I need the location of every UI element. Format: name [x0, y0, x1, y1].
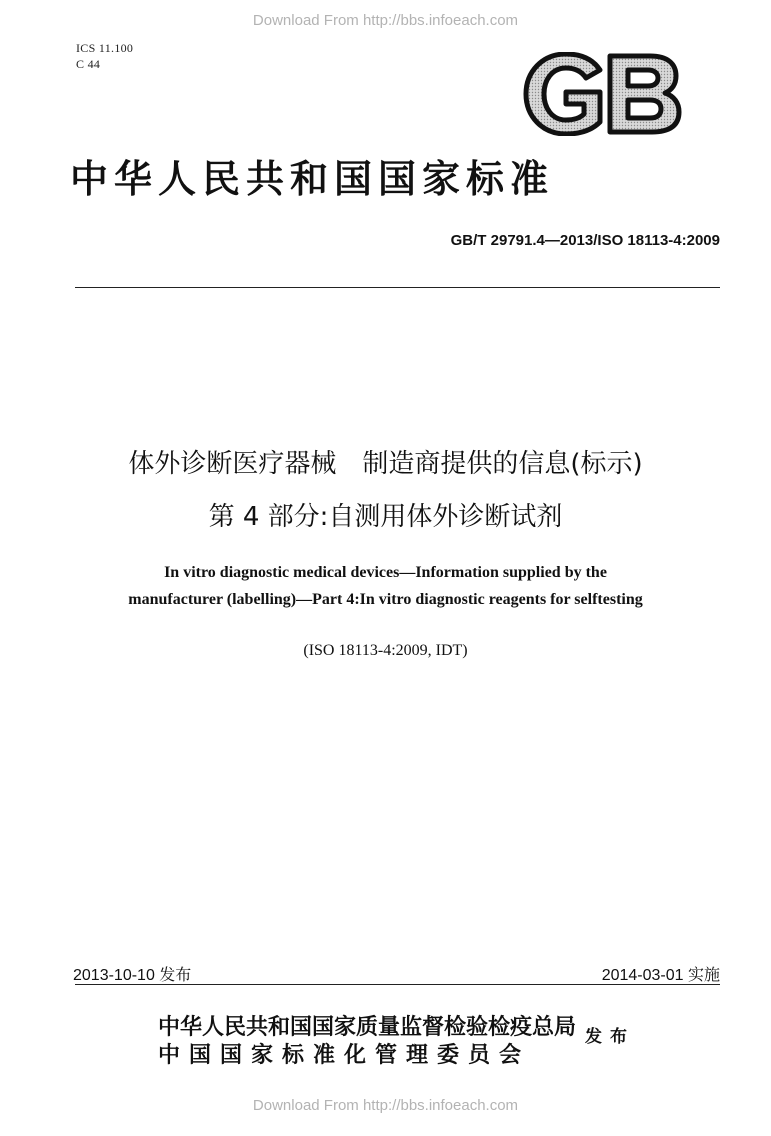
- english-title-line-1: In vitro diagnostic medical devices—Information supplied by the: [164, 564, 607, 581]
- bottom-divider: [75, 984, 720, 985]
- chinese-title-line-2: 第 4 部分:自测用体外诊断试剂: [208, 502, 563, 532]
- publish-label: 发布: [585, 1027, 635, 1047]
- issuer-line-2: 中国国家标准化管理委员会: [158, 1043, 531, 1068]
- chinese-title-line-1: 体外诊断医疗器械 制造商提供的信息(标示): [128, 449, 643, 479]
- ccs-code: C 44: [76, 57, 101, 71]
- issue-date: 2013-10-10 发布: [73, 967, 192, 984]
- english-title-line-2: manufacturer (labelling)—Part 4:In vitro diagnostic reagents for selftesting: [128, 591, 643, 608]
- national-standard-title: 中华人民共和国国家标准: [70, 157, 555, 201]
- implementation-date: 2014-03-01 实施: [601, 967, 720, 984]
- standard-number: GB/T 29791.4—2013/ISO 18113-4:2009: [450, 232, 720, 249]
- gb-logo-icon: [522, 52, 682, 136]
- ics-code: ICS 11.100: [76, 41, 134, 55]
- iso-equivalence: (ISO 18113-4:2009, IDT): [303, 642, 468, 659]
- watermark-bottom: Download From http://bbs.infoeach.com: [252, 1097, 519, 1114]
- watermark-top: Download From http://bbs.infoeach.com: [252, 12, 519, 29]
- top-divider: [75, 287, 720, 288]
- issuer-line-1: 中华人民共和国国家质量监督检验检疫总局: [158, 1015, 577, 1040]
